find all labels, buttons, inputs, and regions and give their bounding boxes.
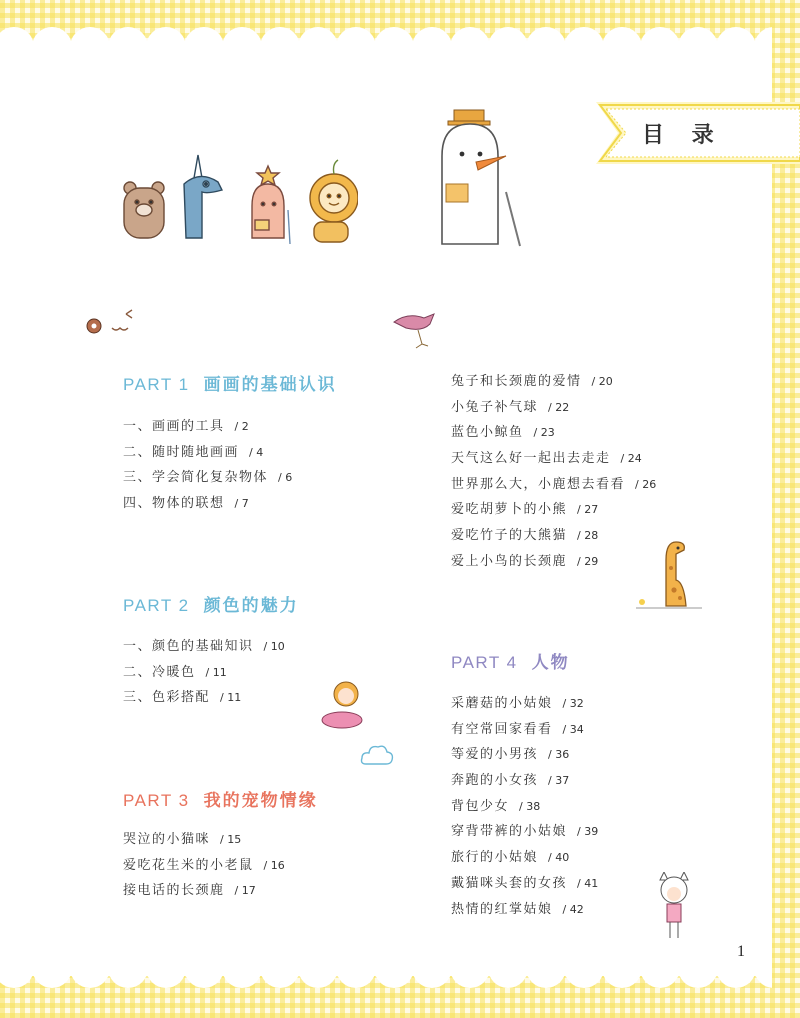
toc-entry[interactable] (123, 828, 285, 854)
toc-entry-page: / 11 (220, 691, 242, 705)
toc-entry-page: / 17 (234, 884, 256, 898)
toc-entry-page: / 7 (234, 497, 249, 511)
toc-entry-title: 二、冷暖色 (123, 664, 196, 680)
toc-entry-page: / 15 (220, 833, 242, 846)
toc-entry-page: / 29 (577, 554, 599, 568)
page-title: 目 录 (642, 122, 724, 148)
toc-entry-page: / 26 (635, 477, 657, 491)
toc-entry[interactable] (451, 898, 598, 924)
part-1-heading (123, 370, 337, 395)
toc-entry-page: / 42 (562, 902, 584, 916)
toc-entry-title: 小兔子补气球 (451, 399, 539, 415)
toc-entry-title: 采蘑菇的小姑娘 (451, 696, 553, 711)
toc-entry[interactable] (451, 743, 598, 769)
toc-entry-title: 一、颜色的基础知识 (123, 639, 254, 654)
pink-dolphin-icon (392, 308, 438, 352)
part-2-list (123, 635, 285, 712)
part-title: 人物 (531, 653, 570, 673)
toc-entry-page: / 27 (577, 503, 599, 517)
toc-entry[interactable] (451, 473, 656, 499)
toc-entry[interactable] (451, 820, 598, 846)
page-number: 1 (737, 943, 745, 960)
part-3-heading (123, 786, 318, 811)
part-2-heading (123, 591, 299, 616)
toc-entry-page: / 37 (548, 774, 570, 788)
toc-entry-page: / 6 (278, 471, 293, 485)
part-4-list (451, 692, 598, 923)
toc-entry-title: 爱上小鸟的长颈鹿 (451, 553, 568, 569)
toc-entry[interactable] (451, 718, 598, 744)
lion-icon (310, 160, 358, 242)
part-label: PART 3 (123, 791, 190, 810)
toc-entry[interactable] (451, 550, 656, 576)
toc-entry[interactable] (123, 686, 285, 712)
toc-entry-title: 蓝色小鲸鱼 (451, 425, 524, 441)
toc-entry-page: / 32 (562, 697, 584, 710)
toc-entry-title: 接电话的长颈鹿 (123, 883, 225, 899)
toc-entry-title: 天气这么好一起出去走走 (451, 451, 611, 467)
toc-entry-page: / 20 (591, 375, 613, 388)
toc-entry-page: / 16 (263, 858, 285, 872)
toc-entry-page: / 34 (562, 722, 584, 736)
toc-entry[interactable] (451, 370, 656, 396)
animal-friends-illustration (118, 150, 358, 250)
toc-entry-title: 等爱的小男孩 (451, 747, 539, 763)
toc-entry[interactable] (123, 879, 285, 905)
toc-entry[interactable] (123, 441, 292, 467)
toc-entry-page: / 4 (249, 445, 264, 459)
toc-entry-title: 戴猫咪头套的女孩 (451, 875, 568, 891)
toc-entry-title: 有空常回家看看 (451, 721, 553, 737)
toc-entry[interactable] (123, 492, 292, 518)
part-1-list (123, 415, 292, 518)
bottom-scallop-border (0, 966, 772, 988)
toc-entry[interactable] (123, 661, 285, 687)
toc-title-tag (596, 102, 800, 164)
snowman-carrot-illustration (436, 106, 532, 248)
toc-entry[interactable] (451, 795, 598, 821)
toc-entry[interactable] (451, 447, 656, 473)
radish-character-icon (252, 166, 290, 244)
toc-entry-title: 旅行的小姑娘 (451, 850, 539, 866)
part-label: PART 4 (451, 653, 518, 672)
toc-entry[interactable] (123, 635, 285, 661)
toc-entry-title: 哭泣的小猫咪 (123, 832, 211, 847)
dinosaur-icon (184, 155, 222, 238)
part-title: 画画的基础认识 (203, 375, 337, 395)
part-label: PART 1 (123, 375, 190, 394)
toc-entry[interactable] (451, 769, 598, 795)
toc-entry-title: 背包少女 (451, 798, 510, 814)
toc-entry[interactable] (123, 415, 292, 441)
toc-entry-page: / 2 (234, 420, 249, 433)
part-3-list-b (451, 370, 656, 576)
toc-entry[interactable] (123, 466, 292, 492)
giraffe-hat-kid-icon (318, 676, 368, 730)
toc-entry[interactable] (451, 498, 656, 524)
toc-entry-title: 奔跑的小女孩 (451, 773, 539, 789)
toc-entry-page: / 40 (548, 851, 570, 865)
toc-entry-title: 世界那么大，小鹿想去看看 (451, 476, 626, 492)
toc-entry-title: 一、画画的工具 (123, 419, 225, 434)
toc-entry-title: 三、学会简化复杂物体 (123, 470, 269, 486)
toc-entry[interactable] (123, 854, 285, 880)
toc-entry-page: / 10 (263, 640, 285, 653)
toc-entry-title: 二、随时随地画画 (123, 444, 240, 460)
bear-icon (124, 182, 164, 238)
toc-entry-page: / 23 (533, 426, 555, 440)
part-3-list-a (123, 828, 285, 905)
cute-face-doodle (84, 308, 140, 342)
toc-entry-title: 三、色彩搭配 (123, 690, 211, 706)
toc-entry[interactable] (451, 692, 598, 718)
toc-entry-page: / 11 (205, 665, 227, 679)
part-title: 我的宠物情缘 (203, 791, 318, 811)
toc-entry-title: 热情的红掌姑娘 (451, 901, 553, 917)
toc-entry[interactable] (451, 421, 656, 447)
toc-entry-title: 爱吃花生米的小老鼠 (123, 857, 254, 873)
toc-entry[interactable] (451, 524, 656, 550)
toc-entry-page: / 36 (548, 748, 570, 762)
toc-entry-page: / 28 (577, 529, 599, 543)
cloud-icon (360, 742, 394, 768)
toc-entry-title: 四、物体的联想 (123, 496, 225, 512)
toc-entry[interactable] (451, 396, 656, 422)
toc-entry-page: / 41 (577, 876, 599, 890)
right-scallop-border (750, 170, 776, 960)
toc-entry-page: / 39 (577, 825, 599, 839)
toc-entry-page: / 38 (519, 799, 541, 813)
part-4-heading (451, 648, 570, 673)
toc-entry-title: 爱吃竹子的大熊猫 (451, 528, 568, 544)
part-title: 颜色的魅力 (203, 596, 299, 616)
part-label: PART 2 (123, 596, 190, 615)
toc-entry-page: / 24 (620, 452, 642, 466)
toc-entry-title: 兔子和长颈鹿的爱情 (451, 374, 582, 389)
toc-entry-title: 穿背带裤的小姑娘 (451, 824, 568, 840)
cat-hood-girl-icon (654, 872, 694, 944)
toc-entry[interactable] (451, 846, 598, 872)
toc-entry-title: 爱吃胡萝卜的小熊 (451, 502, 568, 518)
toc-entry[interactable] (451, 872, 598, 898)
toc-entry-page: / 22 (548, 400, 570, 414)
